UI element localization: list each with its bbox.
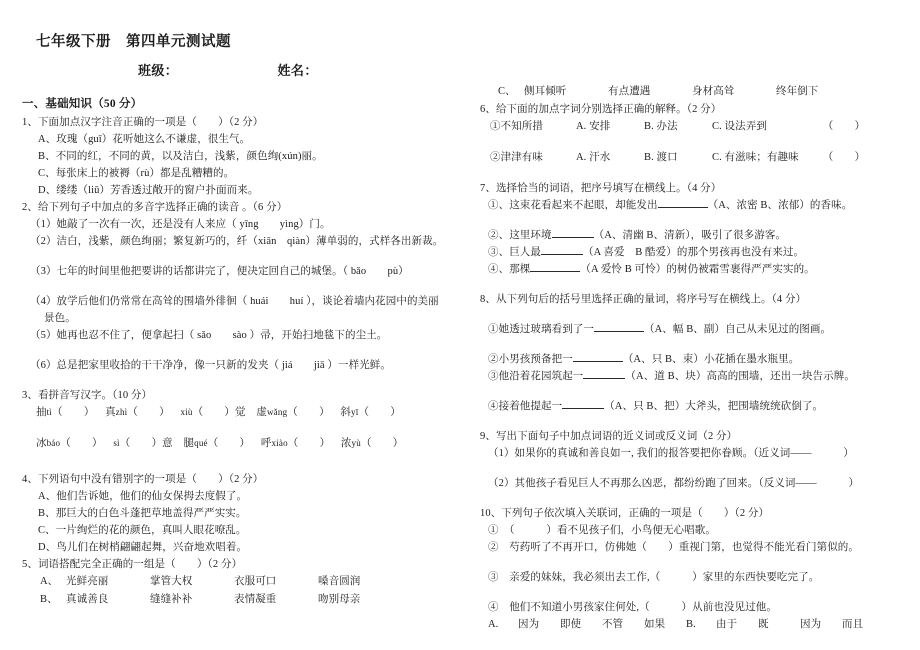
sentence-before-blank: ①、这束花看起来不起眼，却能发出 <box>488 199 658 211</box>
fill-blank[interactable] <box>530 271 580 272</box>
pinyin-prefix: 呼 <box>260 437 272 449</box>
answer-paren: （ ） <box>127 407 170 418</box>
question-9-item-2: （2）其他孩子看见巨人不再那么凶恶，都纷纷跑了回来。（反义词—— ） <box>488 477 860 489</box>
conjunction-word: 因为 <box>518 618 540 630</box>
vocab-term: ①不知所措 <box>490 120 543 132</box>
pinyin-text: xiù <box>180 407 193 417</box>
meaning-option-b: B. 办法 <box>644 120 678 132</box>
question-10-stem: 10、下列句子依次填入关联词，正确的一项是（ ）（2 分） <box>480 507 770 519</box>
answer-paren: （ ） <box>119 437 163 449</box>
question-10-item-2: ② 芍药听了不再开口，仿佛她（ ）重视门第，也觉得不能光看门第似的。 <box>488 541 859 553</box>
pinyin-text: sì <box>113 437 120 448</box>
meaning-option-a: A. 安排 <box>576 120 611 132</box>
pinyin-prefix: 虚 <box>256 407 267 418</box>
sentence-after-blank: （A、浓密 B、浓郁）的香味。 <box>707 199 853 211</box>
spacer <box>480 415 920 428</box>
sentence-before-blank: ②、这里环境 <box>488 229 552 241</box>
question-7-stem: 7、选择恰当的词语，把序号填写在横线上。（4 分） <box>480 182 722 194</box>
pinyin-prefix: 腿 <box>183 437 195 449</box>
question-2-item-4: （4）放学后他们仍常常在高耸的围墙外徘徊（ huái huí ），谈论着墙内花园中的美丽 <box>30 296 439 307</box>
spacer <box>22 453 466 471</box>
question-10-item-1: ① （ ）看不见孩子们，小鸟便无心唱歌。 <box>488 524 716 536</box>
collocation-word: 身材高耸 <box>692 86 735 97</box>
question-1-option-c: C、每张床上的被褥（rù）都是乱糟糟的。 <box>38 168 235 179</box>
sentence-before-blank: ③他沿着花园筑起一 <box>488 370 584 382</box>
question-5-stem: 5、词语搭配完全正确的一组是（ ）（2 分） <box>22 558 243 570</box>
collocation-word: 嗓音圆润 <box>318 575 361 587</box>
spacer <box>480 278 920 291</box>
meaning-option-a: A. 汗水 <box>576 151 611 163</box>
question-7-item-3 <box>480 244 920 261</box>
sentence-before-blank: ①她透过玻璃看到了一 <box>488 323 594 335</box>
pinyin-suffix: 觉 <box>235 407 246 418</box>
spacer <box>480 462 920 475</box>
collocation-word: 终年倒下 <box>776 86 819 97</box>
question-8-item-1 <box>480 321 920 338</box>
question-7-item-2 <box>480 227 920 244</box>
question-3-row-2 <box>22 435 466 453</box>
sentence-after-blank: （A、道 B、块）高高的围墙，还出一块告示牌。 <box>625 370 855 382</box>
answer-paren: （ ） <box>822 120 866 132</box>
question-2-item-5: （5）她再也忍不住了，便拿起扫（ sǎo sào ）帚，开始扫地毯下的尘土。 <box>30 330 388 341</box>
fill-blank[interactable] <box>594 331 644 332</box>
collocation-word: 表情凝重 <box>234 593 277 605</box>
fill-blank[interactable] <box>658 207 708 208</box>
fill-blank[interactable] <box>573 361 623 362</box>
answer-paren: （ ） <box>287 437 331 449</box>
sentence-before-blank: ③、巨人最 <box>488 246 541 258</box>
option-letter: B、 <box>40 593 58 605</box>
pinyin-text: wǎng <box>266 407 288 417</box>
question-1-option-d: D、缕缕（liū）芳香透过敞开的窗户扑面而来。 <box>38 185 259 196</box>
question-8-item-2 <box>480 351 920 368</box>
answer-paren: （ ） <box>287 407 330 418</box>
choice-a-label: A. <box>488 618 499 630</box>
question-4-stem: 4、下列语句中没有错别字的一项是（ ）（2 分） <box>22 473 264 485</box>
spacer <box>480 214 920 227</box>
pinyin-text: yī <box>351 407 359 417</box>
pinyin-cell <box>340 404 400 422</box>
name-label: 姓名： <box>277 63 318 78</box>
pinyin-text: xiào <box>271 437 288 448</box>
question-3-row-1 <box>22 404 466 422</box>
question-1-option-b: B、不同的红，不同的黄，以及洁白，浅紫，颜色绚(xún)丽。 <box>38 151 323 162</box>
conjunction-word: 即使 <box>560 618 582 630</box>
question-5-row-a <box>22 573 466 591</box>
collocation-word: 吻别母亲 <box>318 593 361 605</box>
pinyin-cell <box>261 435 330 453</box>
class-label: 班级： <box>138 63 179 78</box>
sentence-after-blank: （A、幅 B、副）自己从未见过的图画。 <box>644 323 832 335</box>
pinyin-cell <box>256 404 329 422</box>
fill-blank[interactable] <box>562 408 604 409</box>
question-7-item-1 <box>480 197 920 214</box>
pinyin-text: yù <box>351 437 361 448</box>
meaning-option-c: C. 有滋味；有趣味 <box>712 151 799 163</box>
answer-paren: （ ） <box>207 437 251 449</box>
answer-paren: （ ） <box>192 407 236 418</box>
conjunction-word: 由于 <box>716 618 738 630</box>
pinyin-cell <box>36 435 103 453</box>
spacer <box>22 250 466 263</box>
spacer <box>480 556 920 569</box>
spacer <box>480 492 920 505</box>
question-9-stem: 9、写出下面句子中加点词语的近义词或反义词（2 分） <box>480 430 738 442</box>
collocation-word: 有点遭遇 <box>608 86 651 97</box>
question-4-option-a: A、他们告诉她，他们的仙女保拇去度假了。 <box>38 490 248 502</box>
question-3-stem: 3、看拼音写汉字。（10 分） <box>22 390 153 401</box>
collocation-word: 光鲜亮丽 <box>66 575 109 587</box>
conjunction-word: 因为 <box>800 618 822 630</box>
section-heading-1: 一、基础知识（50 分） <box>22 98 143 110</box>
pinyin-cell <box>181 404 246 422</box>
sentence-before-blank: ②小男孩预备把一 <box>488 353 573 365</box>
spacer <box>480 338 920 351</box>
question-5-row-c <box>480 83 920 101</box>
question-2-item-4-cont: 景色。 <box>44 313 76 324</box>
question-6-item-2 <box>480 149 920 167</box>
sentence-after-blank: （A、只 B、束）小花插在墨水瓶里。 <box>622 353 800 365</box>
spacer <box>22 280 466 293</box>
pinyin-cell <box>113 435 172 453</box>
question-2-item-6: （6）总是把家里收拾的干干净净，像一只新的发夹（ jiá jiā ）一样光鲜。 <box>30 360 391 371</box>
collocation-word: 衣服可口 <box>234 575 277 587</box>
pinyin-prefix: 浓 <box>340 437 352 449</box>
question-9-item-1: （1）如果你的真诚和善良如一, 我们的报答要把你眷顾。（近义词—— ） <box>488 447 854 459</box>
question-6-stem: 6、给下面的加点字词分别选择正确的解释。（2 分） <box>480 103 722 115</box>
pinyin-cell <box>184 435 251 453</box>
question-10-item-3: ③ 亲爱的妹妹，我必须出去工作,（ ）家里的东西快要吃完了。 <box>488 571 820 583</box>
spacer <box>480 385 920 398</box>
sentence-before-blank: ④接着他提起一 <box>488 400 563 412</box>
answer-paren: （ ） <box>358 407 401 418</box>
pinyin-text: zhì <box>115 407 128 417</box>
question-4-option-b: B、那巨大的白色斗蓬把草地盖得严严实实。 <box>38 507 247 519</box>
question-2-item-1: （1）她敲了一次有一次，还是没有人来应（ yīng yìng）门。 <box>30 219 331 230</box>
pinyin-prefix: 抽 <box>36 407 47 418</box>
option-letter: A、 <box>40 575 59 587</box>
collocation-word: 真诚善良 <box>66 593 109 605</box>
spacer <box>480 586 920 599</box>
answer-paren: （ ） <box>822 151 866 163</box>
right-column <box>480 79 920 633</box>
conjunction-word: 既 <box>758 618 769 630</box>
question-10-item-4: ④ 他们不知道小男孩家住何处,（ ）从前也没见过他。 <box>488 601 777 613</box>
spacer <box>480 167 920 180</box>
collocation-word: 掌管大权 <box>150 575 193 587</box>
question-1-option-a: A、玫瑰（guī）花听她这么不谦虚，很生气。 <box>38 134 251 145</box>
student-info-row <box>22 60 902 79</box>
page-title: 七年级下册 第四单元测试题 <box>36 34 231 50</box>
left-column <box>22 79 466 608</box>
pinyin-prefix: 真 <box>105 407 116 418</box>
pinyin-cell <box>36 404 94 422</box>
sentence-after-blank: （A 喜爱 B 酷爱）的那个男孩再也没有来过。 <box>583 246 805 258</box>
question-10-choices <box>480 616 920 634</box>
pinyin-suffix: 意 <box>162 437 173 449</box>
pinyin-cell <box>341 435 403 453</box>
collocation-word: 侧耳倾听 <box>524 86 567 97</box>
conjunction-word: 如果 <box>644 618 666 630</box>
sentence-after-blank: （A、只 B、把）大斧头，把围墙统统砍倒了。 <box>604 400 824 412</box>
question-2-item-2: （2）洁白，浅紫，颜色绚丽；繁复新巧的，纤（xiān qiàn）薄单弱的，式样各出新裁。 <box>30 236 444 247</box>
spacer <box>480 308 920 321</box>
question-2-stem: 2、给下列句子中加点的多音字选择正确的读音 。（6 分） <box>22 202 288 213</box>
question-5-row-b <box>22 591 466 609</box>
meaning-option-b: B. 渡口 <box>644 151 678 163</box>
two-column-body <box>22 79 902 633</box>
sentence-after-blank: （A 爱怜 B 可怜）的树仍被霜雪裹得严严实实的。 <box>580 263 815 275</box>
choice-b-label: B. <box>686 618 696 630</box>
question-8-item-3 <box>480 368 920 385</box>
spacer <box>22 374 466 387</box>
pinyin-text: báo <box>46 437 61 448</box>
pinyin-cell <box>105 404 170 422</box>
spacer <box>22 344 466 357</box>
answer-paren: （ ） <box>360 437 404 449</box>
question-4-option-d: D、鸟儿们在树梢翩翩起舞，兴奋地欢唱着。 <box>38 541 248 553</box>
fill-blank[interactable] <box>583 378 625 379</box>
sentence-after-blank: （A、清幽 B、清新），吸引了很多游客。 <box>593 229 787 241</box>
answer-paren: （ ） <box>60 437 103 449</box>
answer-paren: （ ） <box>52 407 95 418</box>
question-1-stem: 1、下面加点汉字注音正确的一项是（ ）（2 分） <box>22 117 264 128</box>
question-8-stem: 8、从下列句后的括号里选择正确的量词，将序号写在横线上。（4 分） <box>480 293 807 305</box>
question-6-item-1 <box>480 118 920 136</box>
spacer <box>480 136 920 149</box>
meaning-option-c: C. 设法弄到 <box>712 120 767 132</box>
spacer <box>22 422 466 435</box>
pinyin-prefix: 斜 <box>340 407 352 418</box>
question-7-item-4 <box>480 261 920 278</box>
option-letter: C、 <box>498 86 516 97</box>
question-8-item-4 <box>480 398 920 415</box>
conjunction-word: 而且 <box>842 618 864 630</box>
collocation-word: 缝缝补补 <box>150 593 193 605</box>
question-4-option-c: C、一片绚烂的花的颜色，真叫人眼花嘹乱。 <box>38 524 247 536</box>
conjunction-word: 不管 <box>602 618 624 630</box>
sentence-before-blank: ④、那棵 <box>488 263 531 275</box>
fill-blank[interactable] <box>541 254 583 255</box>
question-2-item-3: （3）七年的时间里他把要讲的话都讲完了，便决定回自己的城堡。（ bǎo pù） <box>30 266 409 277</box>
fill-blank[interactable] <box>552 237 594 238</box>
pinyin-text: tì <box>46 407 53 417</box>
pinyin-prefix: 冰 <box>36 437 47 449</box>
vocab-term: ②津津有味 <box>490 151 543 163</box>
pinyin-text: qué <box>194 437 208 448</box>
